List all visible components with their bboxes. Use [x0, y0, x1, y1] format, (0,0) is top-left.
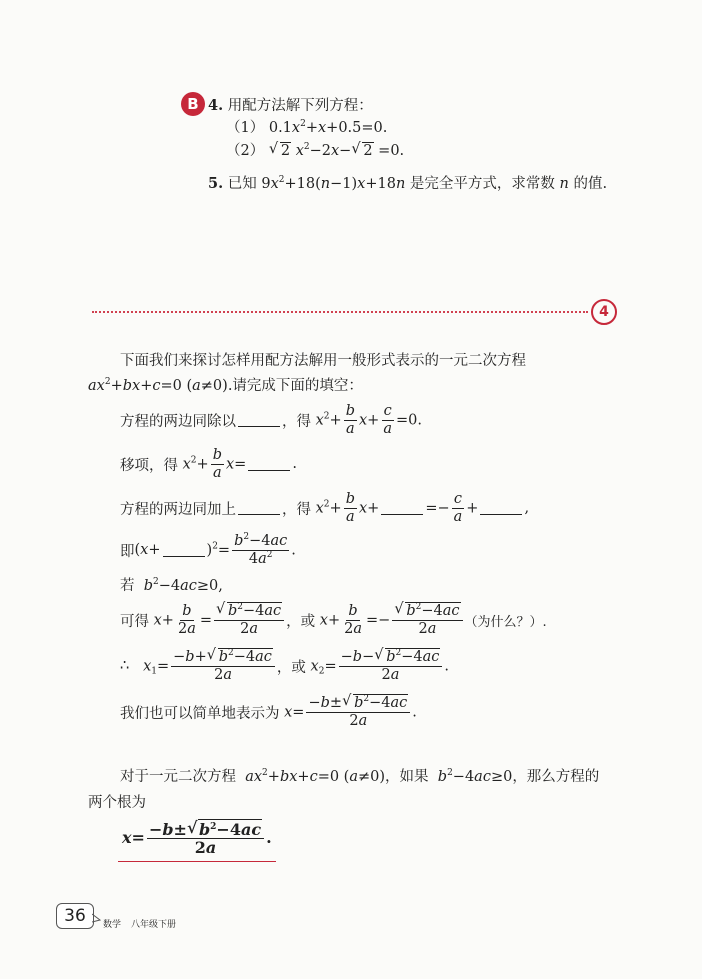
footer-subject: 数学 [103, 920, 122, 930]
section-marker: 4 [591, 299, 617, 325]
blank-2 [248, 458, 290, 471]
q5-number: 5. [208, 175, 224, 192]
step-6-or: ，或 [286, 613, 316, 630]
step-8-text: 我们也可以简单地表示为 [120, 705, 280, 722]
step-6: 可得 x+ $\frac{b}{2a}$ = √ $\frac{b^2-4ac}{2a}$ ，或 x+ $\frac{b}{2a}$ =− √ $\frac{b^2-4ac}{2a}$ （为什么？）. [120, 600, 547, 640]
q4-number: 4. [208, 97, 224, 114]
step-5-text: 若 [120, 578, 135, 594]
blank-4 [381, 502, 423, 515]
step-6-text: 可得 [120, 613, 149, 630]
conclusion-text-b: ，如果 [385, 769, 429, 785]
intro-line-1: 下面我们来探讨怎样用配方法解用一般形式表示的一元二次方程 [120, 353, 526, 369]
formula-underline [118, 861, 276, 862]
blank-1 [238, 414, 280, 427]
footer-grade: 八年级下册 [131, 920, 177, 930]
conclusion-text-a: 对于一元二次方程 [120, 769, 236, 785]
step-1-equation: $x^2+$ $\frac{b}{a}$ x+ $\frac{c}{a}$ =0. [315, 402, 422, 437]
step-3: 方程的两边同加上 ，得 $x^2+$ $\frac{b}{a}$ x+ =− $\frac{c}{a}$ + , [120, 490, 530, 525]
intro-line-2: $ax^2+bx+c=0$ (a≠0).请完成下面的填空： [88, 377, 363, 394]
q4-text: 用配方法解下列方程： [227, 98, 373, 114]
general-equation: $ax^2+bx+c=0$ (a≠0) [88, 377, 228, 394]
question-4-part-2 [226, 139, 404, 160]
step-2-text: 移项，得 [120, 457, 178, 474]
step-5: 若 $b^2-4ac\ge 0$, [120, 577, 223, 594]
q4-2-label: （2） [226, 143, 265, 159]
q4-1-equation: $0.1x^2+x+0.5=0$. [268, 119, 388, 136]
q4-2-equation: √ 2 $x^2-2x-√$ 2 =0. [269, 143, 404, 159]
quadratic-formula: x= $\frac{-b\pm√ b^2-4ac}{2a}$ . [122, 816, 272, 860]
q4-1-label: （1） [226, 120, 265, 136]
step-4-text: 即 [120, 543, 135, 560]
section-divider [92, 311, 588, 313]
question-5 [208, 172, 607, 193]
question-4 [208, 94, 373, 115]
step-6-why: （为什么？）. [464, 614, 547, 630]
step-7-or: ，或 [276, 659, 306, 676]
therefore-symbol: ∴ [120, 658, 130, 674]
question-4-part-1 [226, 116, 387, 137]
blank-3 [238, 502, 280, 515]
step-4: 即 (x+ )$^2$= $\frac{b^2-4ac}{4a^2}$ . [120, 531, 296, 567]
page-tab-arrow [92, 912, 102, 924]
step-7: ∴ $x_1=$ $\frac{-b+√ b^2-4ac}{2a}$ ，或 $x_2=$ $\frac{-b-√ b^2-4ac}{2a}$ . [120, 646, 449, 686]
conclusion-line-1: 对于一元二次方程 $ax^2+bx+c=0$ (a≠0)，如果 $b^2-4ac\ge 0$，那么方程的 [120, 768, 600, 785]
blank-6 [163, 544, 205, 557]
page-number: 36 [56, 903, 94, 929]
conclusion-line-2: 两个根为 [88, 795, 146, 811]
section-b-badge: B [181, 92, 205, 116]
step-2-equation: $x^2+$ $\frac{b}{a}$ x= [182, 446, 247, 481]
step-3-text: 方程的两边同加上 [120, 501, 236, 518]
step-8: 我们也可以简单地表示为 x= $\frac{-b\pm√ b^2-4ac}{2a}$ . [120, 692, 417, 732]
step-1-text: 方程的两边同除以 [120, 413, 236, 430]
conclusion-text-c: ，那么方程的 [512, 769, 600, 785]
step-2: 移项，得 $x^2+$ $\frac{b}{a}$ x= . [120, 446, 297, 481]
step-1 [120, 400, 422, 440]
blank-5 [480, 502, 522, 515]
step-3-mid: ，得 [282, 501, 311, 518]
step-1-mid: ，得 [282, 413, 311, 430]
q5-text: 已知 $9x^2+18(n-1)x+18n$ 是完全平方式，求常数 n 的值. [227, 175, 608, 192]
